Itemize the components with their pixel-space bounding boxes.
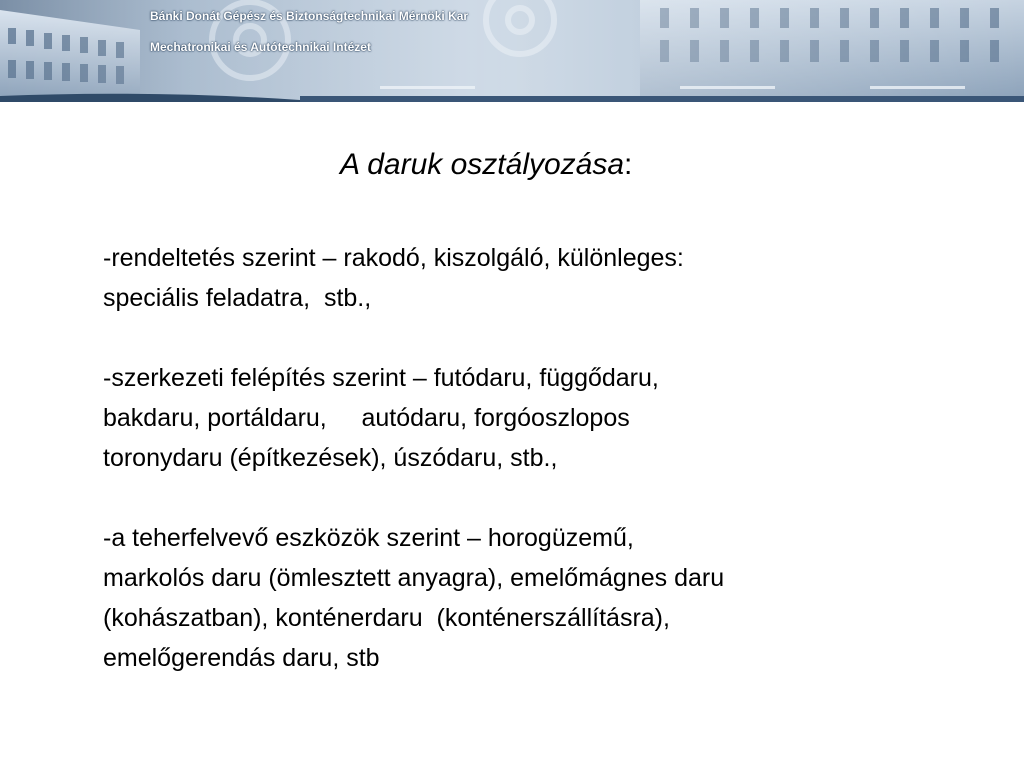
text-line: markolós daru (ömlesztett anyagra), emelőmágnes daru [103,564,725,592]
text-line: toronydaru (építkezések), úszódaru, stb., [103,444,558,472]
paragraph-load-handling [103,518,983,678]
text-line: (kohászatban), konténerdaru (konténerszállításra), [103,604,670,632]
paragraph-purpose [103,238,983,318]
text-line: speciális feladatra, stb., [103,284,372,312]
paragraph-structure [103,358,983,478]
slide-title-text: A daruk osztályozása [340,148,625,181]
text-line: -rendeltetés szerint – rakodó, kiszolgáló, különleges: [103,244,684,272]
text-line: bakdaru, portáldaru, autódaru, forgóoszlopos [103,404,630,432]
slide-title-colon: : [624,148,633,181]
slide-body [103,238,983,718]
institution-name: Bánki Donát Gépész és Biztonságtechnikai Mérnöki Kar [150,9,469,23]
text-line: -szerkezeti felépítés szerint – futódaru, függődaru, [103,364,659,392]
slide-title [340,148,632,182]
text-line: -a teherfelvevő eszközök szerint – horogüzemű, [103,524,634,552]
banner-bottom-strip [300,96,1024,102]
header-banner [0,0,1024,102]
institute-name: Mechatronikai és Autótechnikai Intézet [150,40,371,54]
text-line: emelőgerendás daru, stb [103,644,380,672]
